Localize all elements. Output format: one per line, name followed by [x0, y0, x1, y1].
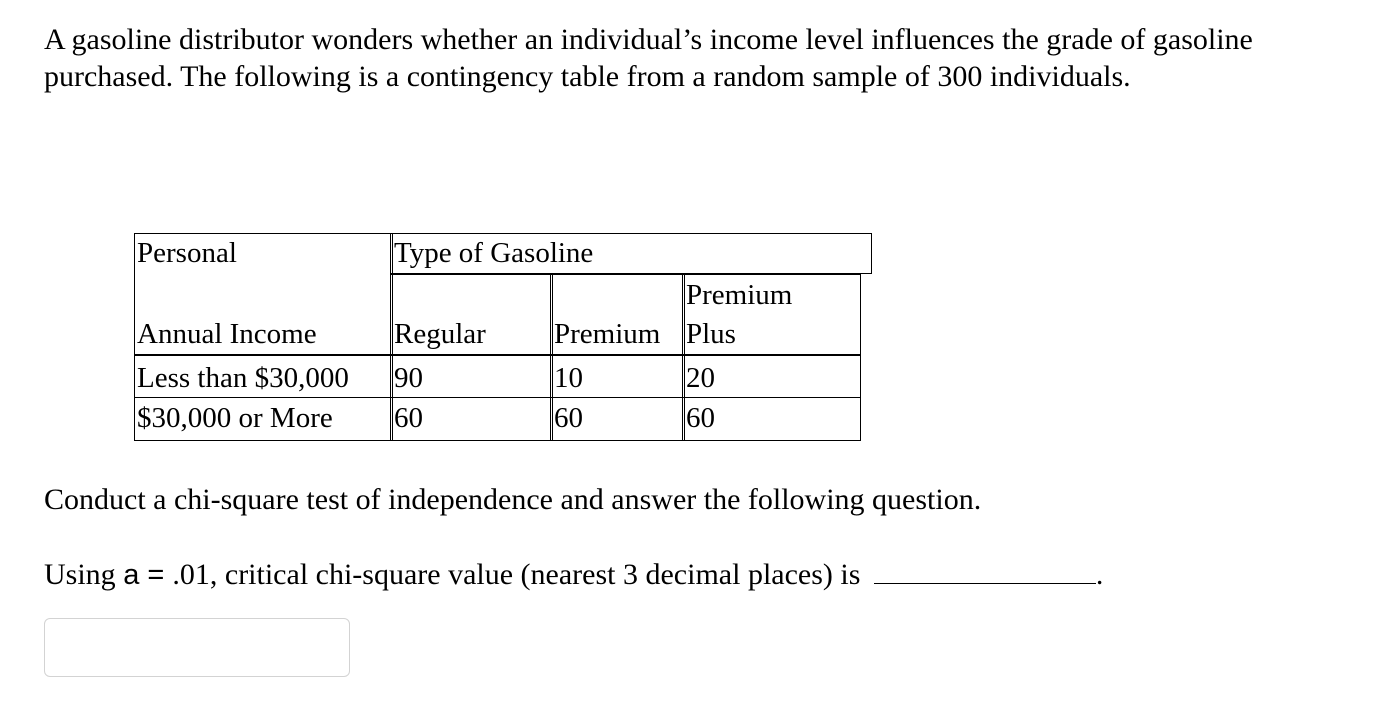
table-cell: 60 — [686, 402, 715, 434]
col-header-premium: Premium — [554, 318, 661, 350]
table-cell: 60 — [394, 402, 423, 434]
col-header-premium-plus-line2: Plus — [686, 318, 736, 350]
prompt-after: .01, critical chi-square value (nearest 3 decimal places) is — [172, 558, 868, 591]
table-cell: 60 — [554, 402, 583, 434]
table-cell: 20 — [686, 362, 715, 394]
col-header-premium-plus-line1: Premium — [686, 279, 793, 311]
row-header-personal: Personal — [137, 237, 237, 269]
table-cell: 10 — [554, 362, 583, 394]
answer-prompt — [44, 555, 1103, 593]
row-label-30000-or-more: $30,000 or More — [137, 402, 333, 434]
prompt-end: . — [1095, 558, 1104, 591]
question-text: Conduct a chi-square test of independence and answer the following question. — [44, 483, 982, 516]
alpha-symbol: a = — [123, 559, 173, 591]
group-header-type-of-gasoline: Type of Gasoline — [394, 237, 594, 269]
prompt-before: Using — [44, 558, 124, 591]
row-header-annual-income: Annual Income — [137, 318, 317, 350]
col-header-regular: Regular — [394, 318, 486, 350]
answer-blank-line — [874, 555, 1096, 584]
table-cell: 90 — [394, 362, 423, 394]
row-label-less-than-30000: Less than $30,000 — [137, 362, 349, 394]
problem-intro: A gasoline distributor wonders whether an individual’s income level influences the grade of gasoline purchased. The following is a contingency table from a random sample of 300 individuals. — [44, 23, 1253, 93]
answer-input[interactable] — [44, 618, 350, 677]
